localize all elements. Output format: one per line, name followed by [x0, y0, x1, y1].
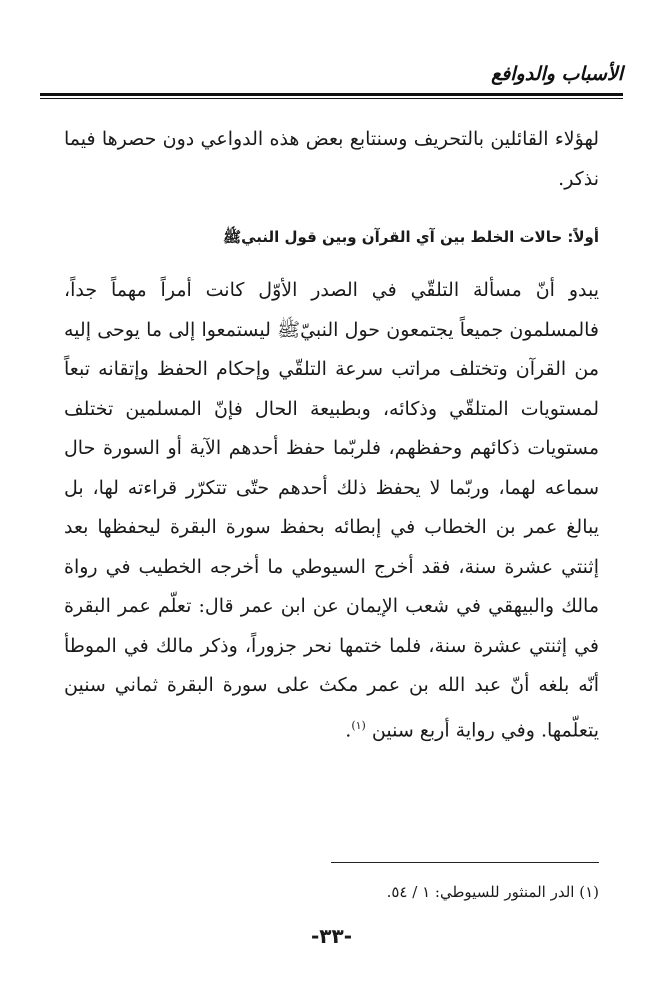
- section-heading: أولاً: حالات الخلط بين آي القرآن وبين قول النبيﷺ: [223, 228, 599, 246]
- footnote-marker: (١): [351, 718, 366, 732]
- main-paragraph-text: يبدو أنّ مسألة التلقّي في الصدر الأوّل كانت أمراً مهماً جداً، فالمسلمون جميعاً يجتمعون حول النبيّﷺ ليستمعوا إلى ما يوحى إليه من القرآن وتختلف مراتب سرعة التلقّي وإحكام الحفظ وإتقانه تبعاً لمستويات المتلقّي وذكائه، وبطبيعة الحال فإنّ المسلمين تختلف مستويات ذكائهم وحفظهم، فلربّما حفظ أحدهم الآية أو السورة حال سماعه لهما، وربّما لا يحفظ ذلك أحدهم حتّى تتكرّر قراءته لها، بل يبالغ عمر بن الخطاب في إبطائه بحفظ سورة البقرة ليحفظها بعد إثنتي عشرة سنة، فقد أخرج السيوطي ما أخرجه الخطيب في رواة مالك والبيهقي في شعب الإيمان عن ابن عمر قال: تعلّم عمر البقرة في إثنتي عشرة سنة، فلما ختمها نحر جزوراً، وذكر مالك في الموطأ أنّه بلغه أنّ عبد الله بن عمر مكث على سورة البقرة ثماني سنين يتعلّمها. وفي رواية أربع سنين: [64, 279, 599, 741]
- header-rule-thick: [40, 93, 623, 96]
- main-paragraph: [64, 271, 599, 750]
- footnote: (١) الدر المنثور للسيوطي: ١ / ٥٤.: [386, 883, 599, 901]
- intro-paragraph: لهؤلاء القائلين بالتحريف وسنتابع بعض هذه الدواعي دون حصرها فيما نذكر.: [64, 128, 599, 190]
- header-title: الأسباب والدوافع: [491, 63, 623, 85]
- page-body: [64, 120, 599, 750]
- page-number: -٣٣-: [310, 924, 353, 948]
- paragraph-end: .: [345, 718, 352, 741]
- header-rule-thin: [40, 98, 623, 99]
- running-header: [40, 55, 623, 100]
- footnote-separator: [331, 862, 599, 863]
